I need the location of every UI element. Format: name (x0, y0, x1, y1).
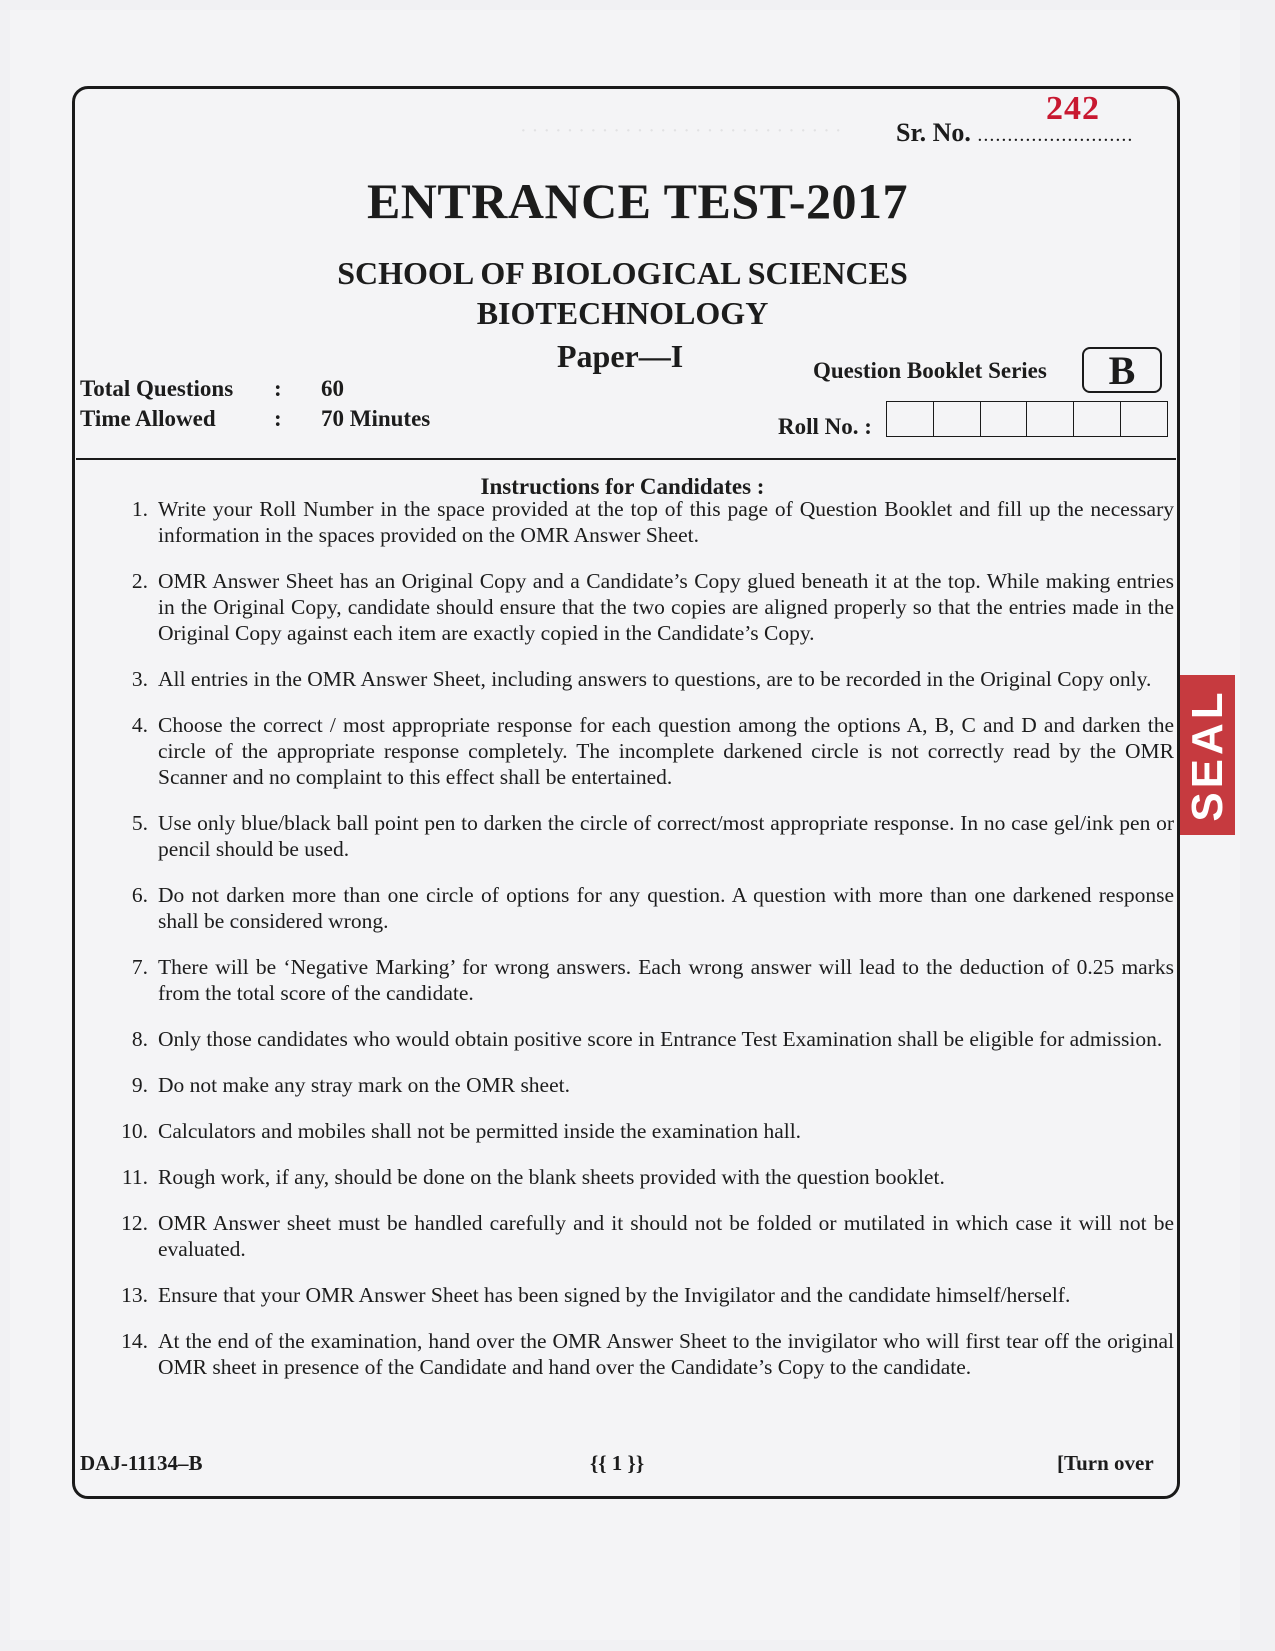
seal-sticker (1180, 675, 1235, 835)
instruction-item (100, 882, 1174, 934)
instruction-item (100, 666, 1174, 692)
instruction-item (100, 568, 1174, 646)
time-allowed-colon: : (274, 406, 282, 431)
instruction-text: There will be ‘Negative Marking’ for wrong answers. Each wrong answer will lead to the deduction of 0.25 marks from the total score of the candidate. (158, 955, 1174, 1005)
instruction-item (100, 712, 1174, 790)
instruction-number: 5. (131, 811, 148, 835)
department-name: BIOTECHNOLOGY (476, 295, 769, 331)
instruction-text: Only those candidates who would obtain positive score in Entrance Test Examination shall be eligible for admission. (158, 1027, 1163, 1051)
instruction-item (100, 1210, 1174, 1262)
booklet-code: DAJ-11134–B (80, 1451, 203, 1475)
instruction-text: Ensure that your OMR Answer Sheet has been signed by the Invigilator and the candidate himself/herself. (158, 1283, 1071, 1307)
instruction-text: Rough work, if any, should be done on the blank sheets provided with the question booklet. (158, 1165, 945, 1189)
serial-number-value: 242 (1046, 90, 1100, 127)
roll-digit-box[interactable] (1121, 402, 1167, 436)
instruction-number: 3. (131, 667, 148, 691)
roll-digit-box[interactable] (887, 402, 934, 436)
instruction-number: 11. (121, 1165, 148, 1189)
instruction-item (100, 1164, 1174, 1190)
instruction-item (100, 1072, 1174, 1098)
seal-label: SEAL (1182, 688, 1232, 822)
series-value-box: B (1082, 347, 1162, 393)
roll-number-boxes[interactable] (886, 401, 1168, 437)
instruction-number: 4. (131, 713, 148, 737)
roll-digit-box[interactable] (934, 402, 981, 436)
school-name: SCHOOL OF BIOLOGICAL SCIENCES (337, 255, 908, 291)
total-questions-value: 60 (321, 376, 344, 401)
instruction-number: 6. (131, 883, 148, 907)
instruction-text: Write your Roll Number in the space provided at the top of this page of Question Booklet and fill up the necessary information in the spaces provided on the OMR Answer Sheet. (158, 497, 1174, 547)
turn-over-note: [Turn over (1057, 1451, 1154, 1475)
serial-dots: .......................... (977, 124, 1134, 146)
instruction-item (100, 1282, 1174, 1308)
instruction-number: 7. (131, 955, 148, 979)
instruction-text: Do not darken more than one circle of options for any question. A question with more than one darkened response shall be considered wrong. (158, 883, 1174, 933)
instruction-item (100, 496, 1174, 548)
page-number: {{ 1 }} (590, 1451, 645, 1475)
instruction-text: Choose the correct / most appropriate response for each question among the options A, B, C and D and darken the circle of the appropriate response completely. The incomplete darkened circle is not correctly read by the OMR Scanner and no complaint to this effect shall be entertained. (158, 713, 1174, 789)
roll-digit-box[interactable] (1027, 402, 1074, 436)
instructions-list (100, 496, 1174, 1400)
instruction-number: 12. (121, 1211, 148, 1235)
instruction-text: Do not make any stray mark on the OMR sheet. (158, 1073, 570, 1097)
instruction-number: 9. (131, 1073, 148, 1097)
instruction-text: At the end of the examination, hand over the OMR Answer Sheet to the invigilator who will first tear off the original OMR sheet in presence of the Candidate and hand over the Candidate’s Copy to the candidate. (158, 1329, 1174, 1379)
instruction-text: OMR Answer sheet must be handled carefully and it should not be folded or mutilated in which case it will not be evaluated. (158, 1211, 1174, 1261)
instruction-number: 10. (121, 1119, 148, 1143)
paper-number: Paper—I (557, 338, 684, 374)
roll-digit-box[interactable] (1074, 402, 1121, 436)
instruction-item (100, 1328, 1174, 1380)
header-divider (76, 458, 1176, 460)
instruction-text: Calculators and mobiles shall not be permitted inside the examination hall. (158, 1119, 802, 1143)
roll-digit-box[interactable] (981, 402, 1028, 436)
instruction-item (100, 1118, 1174, 1144)
instruction-number: 2. (131, 569, 148, 593)
instruction-text: Use only blue/black ball point pen to darken the circle of correct/most appropriate response. In no case gel/ink pen or pencil should be used. (158, 811, 1174, 861)
time-allowed-label: Time Allowed (80, 406, 216, 431)
instruction-item (100, 810, 1174, 862)
total-questions-colon: : (274, 376, 282, 401)
instructions-heading: Instructions for Candidates : (480, 474, 765, 499)
serial-label-text: Sr. No. (896, 118, 971, 147)
instruction-item (100, 1026, 1174, 1052)
total-questions-label: Total Questions (80, 376, 234, 401)
roll-number-label: Roll No. : (778, 414, 872, 439)
instruction-text: All entries in the OMR Answer Sheet, including answers to questions, are to be recorded in the Original Copy only. (158, 667, 1152, 691)
instruction-number: 13. (121, 1283, 148, 1307)
instruction-number: 8. (131, 1027, 148, 1051)
exam-title: ENTRANCE TEST-2017 (366, 173, 909, 229)
instruction-item (100, 954, 1174, 1006)
instruction-number: 14. (121, 1329, 148, 1353)
instruction-text: OMR Answer Sheet has an Original Copy and a Candidate’s Copy glued beneath it at the top. While making entries in the Original Copy, candidate should ensure that the two copies are aligned properly so that the entries made in the Original Copy against each item are exactly copied in the Candidate’s Copy. (158, 569, 1174, 645)
time-allowed-value: 70 Minutes (321, 406, 431, 431)
series-label: Question Booklet Series (813, 358, 1047, 383)
instruction-number: 1. (131, 497, 148, 521)
